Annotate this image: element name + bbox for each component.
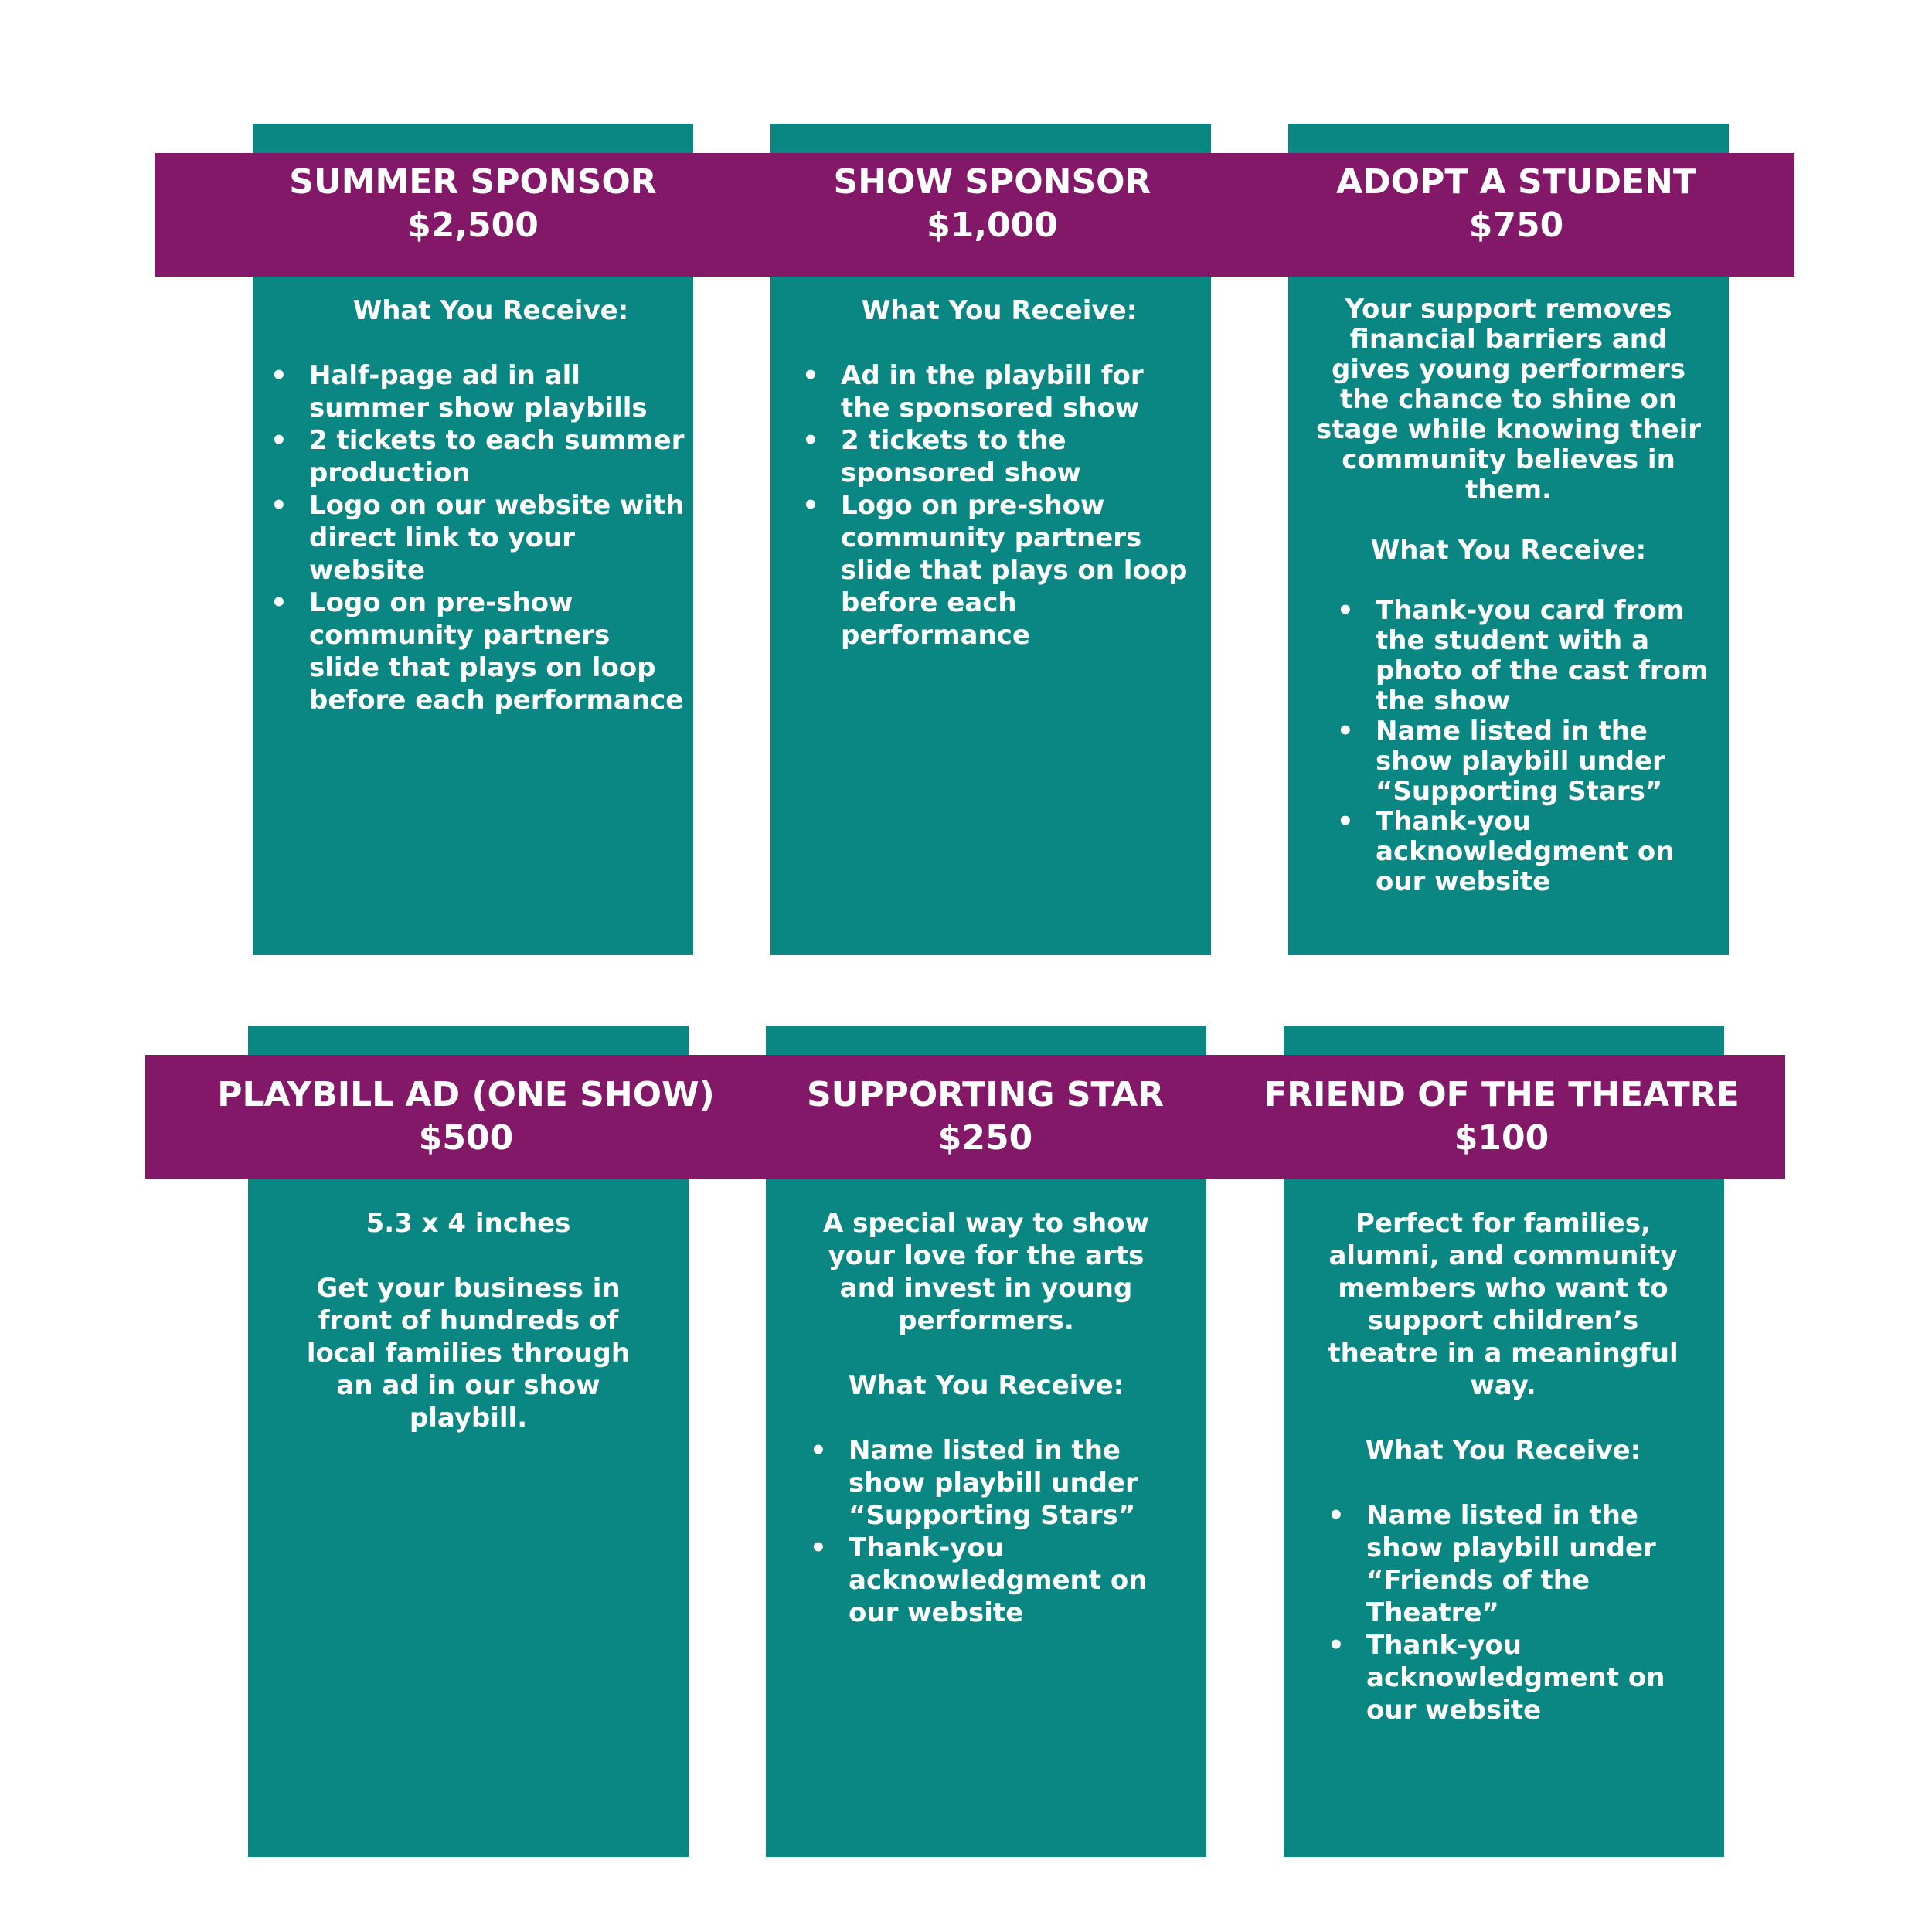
tier-body-playbill-ad (291, 1207, 646, 1434)
tier-body-summer-sponsor (309, 294, 688, 716)
benefit-item: • Half-page ad in all summer show playbills (309, 359, 688, 424)
benefit-list (309, 359, 688, 716)
receive-heading: What You Receive: (1365, 1435, 1641, 1466)
tier-name: ADOPT A STUDENT (1336, 162, 1696, 202)
ad-size: 5.3 x 4 inches (366, 1208, 571, 1239)
tier-description: Get your business in front of hundreds of local families through an ad in our show playbill. (306, 1273, 631, 1434)
tier-title-summer-sponsor (210, 161, 736, 247)
benefit-list (849, 1434, 1182, 1629)
tier-name: PLAYBILL AD (ONE SHOW) (217, 1075, 715, 1114)
benefit-item: • Name listed in the show playbill under “Supporting Stars” (1376, 716, 1709, 807)
benefit-item: • Ad in the playbill for the sponsored show (841, 359, 1189, 424)
benefit-item: • Logo on pre-show community partners slide that plays on loop before each performance (309, 587, 688, 716)
tier-intro: A special way to show your love for the arts and invest in young performers. (823, 1208, 1149, 1336)
receive-heading: What You Receive: (352, 295, 629, 326)
tier-price: $750 (1468, 206, 1564, 245)
tier-price: $2,500 (407, 206, 539, 245)
benefit-item: • Name listed in the show playbill under “Supporting Stars” (849, 1434, 1182, 1532)
tier-price: $1,000 (927, 206, 1058, 245)
tier-price: $100 (1454, 1118, 1549, 1158)
benefit-item: • Thank-you acknowledgment on our website (849, 1532, 1182, 1629)
tier-title-show-sponsor (730, 161, 1255, 247)
tier-name: SHOW SPONSOR (833, 162, 1151, 202)
tier-name: SUPPORTING STAR (806, 1075, 1165, 1114)
tier-price: $250 (937, 1118, 1033, 1158)
benefit-item: • Thank-you acknowledgment on our website (1376, 807, 1709, 897)
tier-body-adopt-a-student (1315, 294, 1709, 897)
receive-heading: What You Receive: (1370, 535, 1647, 566)
tier-price: $500 (418, 1118, 514, 1158)
tier-intro: Perfect for families, alumni, and community members who want to support children’s theatre in a meaningful way. (1328, 1208, 1679, 1401)
receive-heading: What You Receive: (861, 295, 1138, 326)
benefit-item: • Thank-you acknowledgment on our website (1366, 1629, 1702, 1726)
receive-heading: What You Receive: (848, 1370, 1124, 1401)
tier-name: FRIEND OF THE THEATRE (1264, 1075, 1740, 1114)
benefit-item: • 2 tickets to each summer production (309, 424, 688, 489)
tier-name: SUMMER SPONSOR (289, 162, 657, 202)
benefit-item: • 2 tickets to the sponsored show (841, 424, 1189, 489)
tier-intro: Your support removes financial barriers and gives young performers the chance to shine on stage while knowing their community believes in them. (1315, 294, 1702, 505)
benefit-item: • Name listed in the show playbill under “Friends of the Theatre” (1366, 1499, 1702, 1629)
tier-title-adopt-a-student (1253, 161, 1779, 247)
tier-title-friend-of-the-theatre (1239, 1073, 1764, 1160)
benefit-list (1366, 1499, 1702, 1726)
tier-body-friend-of-the-theatre (1314, 1207, 1692, 1726)
tier-title-supporting-star (723, 1073, 1248, 1160)
benefit-item: • Thank-you card from the student with a photo of the cast from the show (1376, 596, 1709, 716)
tier-body-show-sponsor (841, 294, 1189, 651)
benefit-list (1376, 596, 1709, 897)
benefit-list (841, 359, 1189, 651)
benefit-item: • Logo on our website with direct link to your website (309, 489, 688, 587)
benefit-item: • Logo on pre-show community partners slide that plays on loop before each performance (841, 489, 1189, 651)
tier-title-playbill-ad (203, 1073, 729, 1160)
tier-body-supporting-star (801, 1207, 1172, 1629)
